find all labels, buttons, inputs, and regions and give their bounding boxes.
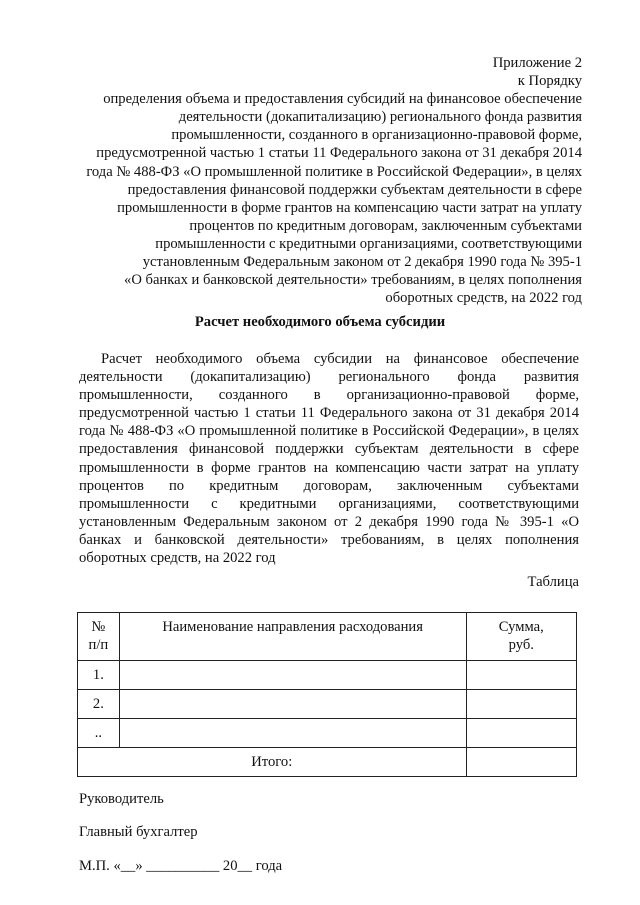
paragraph-line: деятельности (докапитализацию) регионального фонда развития (79, 369, 579, 386)
row-number: 2. (78, 690, 120, 719)
appendix-line: промышленности с кредитными организациями, соответствующими (155, 235, 582, 252)
appendix-line: промышленности в форме грантов на компенсацию части затрат на уплату (117, 199, 582, 216)
row-sum-cell (466, 690, 576, 719)
signature-accountant: Главный бухгалтер (79, 824, 198, 840)
appendix-line: предоставления финансовой поддержки субъектам деятельности в сфере (127, 181, 582, 198)
appendix-line: деятельности (докапитализацию) регионального фонда развития (178, 109, 582, 126)
appendix-line: промышленности, созданного в организационно-правовой форме, (171, 127, 582, 144)
header-number (78, 613, 120, 661)
appendix-header (62, 54, 582, 307)
total-label: Итого: (78, 748, 467, 777)
row-sum-cell (466, 719, 576, 748)
appendix-line: предусмотренной частью 1 статьи 11 Федерального закона от 31 декабря 2014 (96, 145, 582, 162)
paragraph-line: оборотных средств, на 2022 год (79, 550, 276, 567)
paragraph-line: процентов по кредитным договорам, заключенным субъектами (79, 477, 579, 494)
signature-head: Руководитель (79, 791, 164, 807)
appendix-line: «О банках и банковской деятельности» требованиям, в целях пополнения (124, 272, 582, 289)
row-name-cell (119, 690, 466, 719)
paragraph-line: промышленности в форме грантов на компенсацию части затрат на уплату (79, 459, 579, 476)
table-caption: Таблица (527, 574, 579, 590)
header-name: Наименование направления расходования (119, 613, 466, 661)
table-header-row (78, 613, 577, 661)
paragraph-line: Расчет необходимого объема субсидии на финансовое обеспечение (101, 351, 579, 367)
document-title: Расчет необходимого объема субсидии (194, 314, 446, 330)
appendix-line: к Порядку (517, 73, 582, 90)
row-number: 1. (78, 661, 120, 690)
appendix-line: года № 488-ФЗ «О промышленной политике в Российской Федерации», в целях (86, 163, 582, 180)
header-number-line2: п/п (88, 637, 109, 653)
header-sum-line1: Сумма, (498, 619, 544, 635)
paragraph-line: установленным Федеральным законом от 2 декабря 1990 года № 395-1 «О (79, 513, 579, 530)
appendix-line: процентов по кредитным договорам, заключенным субъектами (189, 217, 582, 234)
table-row (78, 719, 577, 748)
table-total-row (78, 748, 577, 777)
appendix-line: Приложение 2 (492, 55, 582, 71)
expenses-table (77, 612, 577, 777)
paragraph-line: предусмотренной частью 1 статьи 11 Федерального закона от 31 декабря 2014 (79, 405, 579, 422)
row-name-cell (119, 661, 466, 690)
row-sum-cell (466, 661, 576, 690)
appendix-line: определения объема и предоставления субсидий на финансовое обеспечение (103, 91, 582, 108)
table-row (78, 690, 577, 719)
stamp-date-line: М.П. «__» __________ 20__ года (79, 858, 283, 874)
header-sum (466, 613, 576, 661)
paragraph-line: банках и банковской деятельности» требованиям, в целях пополнения (79, 531, 579, 548)
row-number: .. (78, 719, 120, 748)
paragraph-line: предоставления финансовой поддержки субъектам деятельности в сфере (79, 441, 579, 458)
body-paragraph (79, 350, 579, 567)
header-number-line1: № (91, 619, 106, 635)
header-sum-line2: руб. (508, 637, 534, 653)
paragraph-line: года № 488-ФЗ «О промышленной политике в Российской Федерации», в целях (79, 423, 579, 440)
table-row (78, 661, 577, 690)
row-name-cell (119, 719, 466, 748)
appendix-line: оборотных средств, на 2022 год (385, 290, 582, 307)
appendix-line: установленным Федеральным законом от 2 декабря 1990 года № 395-1 (142, 254, 582, 271)
paragraph-line: промышленности, созданного в организационно-правовой форме, (79, 387, 579, 404)
total-value (466, 748, 576, 777)
paragraph-line: промышленности с кредитными организациями, соответствующими (79, 495, 579, 512)
